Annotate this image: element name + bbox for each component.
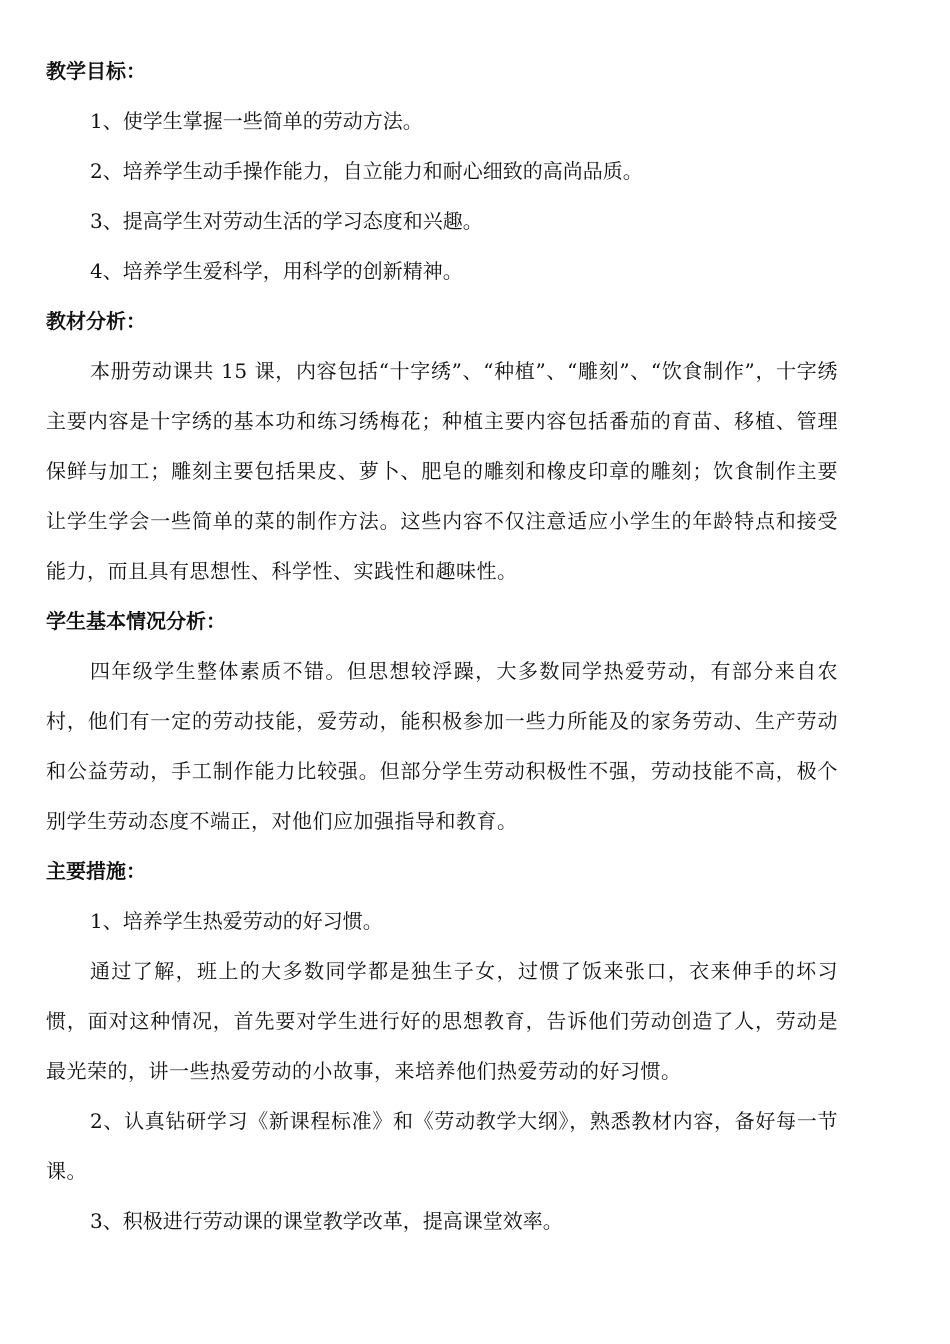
goal-item-4: 4、培养学生爱科学，用科学的创新精神。 [90,259,463,283]
student-analysis-paragraph: 四年级学生整体素质不错。但思想较浮躁，大多数同学热爱劳动，有部分来自农村，他们有一定的劳动技能，爱劳动，能积极参加一些力所能及的家务劳动、生产劳动和公益劳动，手工制作能力比较强。但部分学生劳动积极性不强，劳动技能不高，极个别学生劳动态度不端正，对他们应加强指导和教育。 [46,659,838,833]
materials-analysis-paragraph: 本册劳动课共 15 课，内容包括“十字绣”、“种植”、“雕刻”、“饮食制作”，十字绣主要内容是十字绣的基本功和练习绣梅花；种植主要内容包括番茄的育苗、移植、管理保鲜与加工；雕刻主要包括果皮、萝卜、肥皂的雕刻和橡皮印章的雕刻；饮食制作主要让学生学会一些简单的菜的制作方法。这些内容不仅注意适应小学生的年龄特点和接受能力，而且具有思想性、科学性、实践性和趣味性。 [46,359,838,583]
goal-item-2: 2、培养学生动手操作能力，自立能力和耐心细致的高尚品质。 [90,159,643,183]
section-heading-teaching-goals: 教学目标： [46,59,146,83]
measure-item-3: 3、积极进行劳动课的课堂教学改革，提高课堂效率。 [90,1209,563,1233]
measure-item-1: 1、培养学生热爱劳动的好习惯。 [90,909,383,933]
section-heading-main-measures: 主要措施： [46,859,146,883]
goal-item-3: 3、提高学生对劳动生活的学习态度和兴趣。 [90,209,483,233]
goal-item-1: 1、使学生掌握一些简单的劳动方法。 [90,109,423,133]
section-heading-materials-analysis: 教材分析： [46,309,146,333]
measure-item-1-detail: 通过了解，班上的大多数同学都是独生子女，过惯了饭来张口，衣来伸手的坏习惯，面对这种情况，首先要对学生进行好的思想教育，告诉他们劳动创造了人，劳动是最光荣的，讲一些热爱劳动的小故事，来培养他们热爱劳动的好习惯。 [46,959,838,1083]
section-heading-student-analysis: 学生基本情况分析： [46,609,226,633]
document-page [46,46,838,1246]
measure-item-2: 2、认真钻研学习《新课程标准》和《劳动教学大纲》，熟悉教材内容，备好每一节课。 [46,1109,838,1183]
